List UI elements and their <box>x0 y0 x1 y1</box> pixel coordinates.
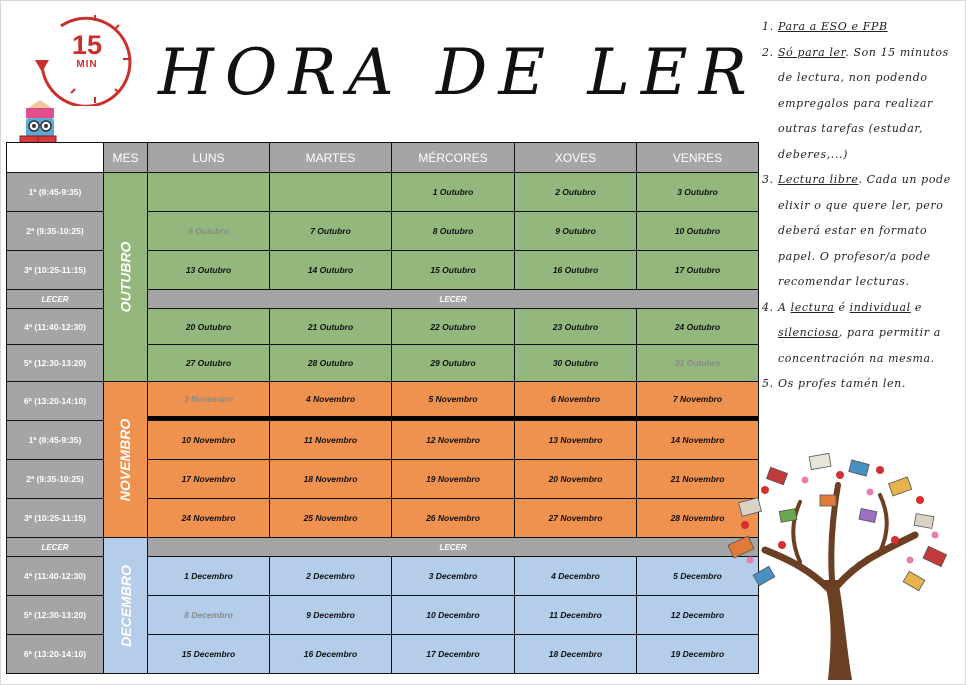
rule-text: e <box>910 300 922 314</box>
schedule-table <box>6 142 759 674</box>
date-cell: 12 Decembro <box>637 596 758 634</box>
date-cell: 18 Novembro <box>270 460 391 498</box>
header-day: LUNS <box>148 143 269 172</box>
date-cell: 13 Novembro <box>515 421 636 459</box>
slot-label: 2ª (9:35-10:25) <box>7 460 103 498</box>
date-cell: 9 Decembro <box>270 596 391 634</box>
timer-unit: MIN <box>76 59 98 70</box>
date-cell: 7 Outubro <box>270 212 391 250</box>
date-cell: 7 Novembro <box>637 382 758 420</box>
header-day: MÉRCORES <box>392 143 514 172</box>
rule-text: lectura <box>790 300 835 314</box>
date-cell: 5 Novembro <box>392 382 514 420</box>
rule-text: Os profes tamén len. <box>778 377 906 390</box>
rule-text: . Cada un pode elixir o que quere ler, pero deberá estar en formato papel. O profesor/a pode recomendar lecturas. <box>778 173 951 288</box>
date-cell: 15 Outubro <box>392 251 514 289</box>
page-title: HORA DE LER <box>158 36 758 110</box>
slot-label: 6ª (13:20-14:10) <box>7 635 103 673</box>
rule-item <box>762 295 960 372</box>
slot-label: 6ª (13:20-14:10) <box>7 382 103 420</box>
book-tree-icon <box>720 440 960 680</box>
lecer-label: LECER <box>7 290 103 308</box>
slot-label: 4ª (11:40-12:30) <box>7 309 103 344</box>
date-cell: 5 Decembro <box>637 557 758 595</box>
date-cell: 18 Decembro <box>515 635 636 673</box>
rule-number: 5. <box>762 377 774 390</box>
date-cell <box>148 173 269 211</box>
date-cell: 10 Outubro <box>637 212 758 250</box>
rule-number: 4. <box>762 300 774 314</box>
date-cell: 17 Decembro <box>392 635 514 673</box>
lecer-band: LECER <box>148 538 758 556</box>
lecer-band: LECER <box>148 290 758 308</box>
date-cell: 28 Outubro <box>270 345 391 381</box>
date-cell: 4 Novembro <box>270 382 391 420</box>
date-cell: 9 Outubro <box>515 212 636 250</box>
rule-text: é <box>834 300 850 314</box>
rule-item <box>762 167 960 295</box>
rule-text: Só para ler <box>778 45 846 59</box>
slot-label: 5ª (12:30-13:20) <box>7 345 103 381</box>
rule-text: silenciosa <box>778 326 839 339</box>
rule-item <box>762 40 960 168</box>
date-cell-holiday: 6 Outubro <box>148 212 269 250</box>
date-cell: 30 Outubro <box>515 345 636 381</box>
rule-text: Lectura libre <box>778 173 859 186</box>
rule-number: 3. <box>762 173 774 186</box>
header-day: VENRES <box>637 143 758 172</box>
date-cell <box>270 173 391 211</box>
date-cell: 6 Novembro <box>515 382 636 420</box>
date-cell: 10 Novembro <box>148 421 269 459</box>
date-cell: 22 Outubro <box>392 309 514 344</box>
date-cell: 19 Decembro <box>637 635 758 673</box>
date-cell: 26 Novembro <box>392 499 514 537</box>
date-cell: 1 Decembro <box>148 557 269 595</box>
date-cell: 29 Outubro <box>392 345 514 381</box>
slot-label: 3ª (10:25-11:15) <box>7 499 103 537</box>
rule-number: 1. <box>762 20 774 33</box>
date-cell: 23 Outubro <box>515 309 636 344</box>
slot-label: 1ª (8:45-9:35) <box>7 421 103 459</box>
date-cell: 28 Novembro <box>637 499 758 537</box>
rule-number: 2. <box>762 45 774 59</box>
header-corner <box>7 143 103 172</box>
header-month: MES <box>104 143 147 172</box>
date-cell: 3 Decembro <box>392 557 514 595</box>
slot-label: 3ª (10:25-11:15) <box>7 251 103 289</box>
timer-number: 15 <box>71 30 103 60</box>
date-cell-holiday: 3 Novembro <box>148 382 269 420</box>
date-cell: 25 Novembro <box>270 499 391 537</box>
date-cell: 3 Outubro <box>637 173 758 211</box>
slot-label: 4ª (11:40-12:30) <box>7 557 103 595</box>
date-cell: 21 Outubro <box>270 309 391 344</box>
date-cell: 16 Outubro <box>515 251 636 289</box>
rule-text: , para permitir a concentración na mesma. <box>778 326 941 365</box>
date-cell: 16 Decembro <box>270 635 391 673</box>
date-cell: 4 Decembro <box>515 557 636 595</box>
date-cell: 14 Outubro <box>270 251 391 289</box>
month-label: NOVEMBRO <box>117 418 134 501</box>
date-cell: 8 Outubro <box>392 212 514 250</box>
date-cell: 13 Outubro <box>148 251 269 289</box>
date-cell: 17 Novembro <box>148 460 269 498</box>
date-cell: 17 Outubro <box>637 251 758 289</box>
header-day: XOVES <box>515 143 636 172</box>
rule-text: individual <box>849 300 911 314</box>
date-cell: 11 Decembro <box>515 596 636 634</box>
date-cell: 14 Novembro <box>637 421 758 459</box>
date-cell: 24 Novembro <box>148 499 269 537</box>
rules-list <box>762 14 960 397</box>
rule-item <box>762 14 960 40</box>
date-cell: 24 Outubro <box>637 309 758 344</box>
month-label: DECEMBRO <box>117 564 134 647</box>
date-cell: 27 Novembro <box>515 499 636 537</box>
date-cell: 12 Novembro <box>392 421 514 459</box>
date-cell: 19 Novembro <box>392 460 514 498</box>
date-cell-holiday: 31 Outubro <box>637 345 758 381</box>
timer-logo <box>33 8 141 106</box>
month-november <box>104 382 147 537</box>
date-cell: 2 Decembro <box>270 557 391 595</box>
rule-text: . Son 15 minutos de lectura, non podendo empregalos para realizar outras tarefas (estudar, deberes,...) <box>778 45 949 161</box>
date-cell: 27 Outubro <box>148 345 269 381</box>
rule-item <box>762 371 960 397</box>
slot-label: 2ª (9:35-10:25) <box>7 212 103 250</box>
date-cell: 1 Outubro <box>392 173 514 211</box>
slot-label: 1ª (8:45-9:35) <box>7 173 103 211</box>
header-day: MARTES <box>270 143 391 172</box>
date-cell: 20 Outubro <box>148 309 269 344</box>
month-label: OUTUBRO <box>117 241 134 313</box>
lecer-label: LECER <box>7 538 103 556</box>
date-cell: 20 Novembro <box>515 460 636 498</box>
rule-text: A <box>778 300 791 314</box>
rule-text: Para a ESO e FPB <box>778 20 888 33</box>
timer-label <box>33 32 141 71</box>
date-cell-holiday: 8 Decembro <box>148 596 269 634</box>
date-cell: 15 Decembro <box>148 635 269 673</box>
date-cell: 21 Novembro <box>637 460 758 498</box>
date-cell: 2 Outubro <box>515 173 636 211</box>
slot-label: 5ª (12:30-13:20) <box>7 596 103 634</box>
month-october <box>104 173 147 381</box>
month-december <box>104 538 147 673</box>
date-cell: 11 Novembro <box>270 421 391 459</box>
date-cell: 10 Decembro <box>392 596 514 634</box>
